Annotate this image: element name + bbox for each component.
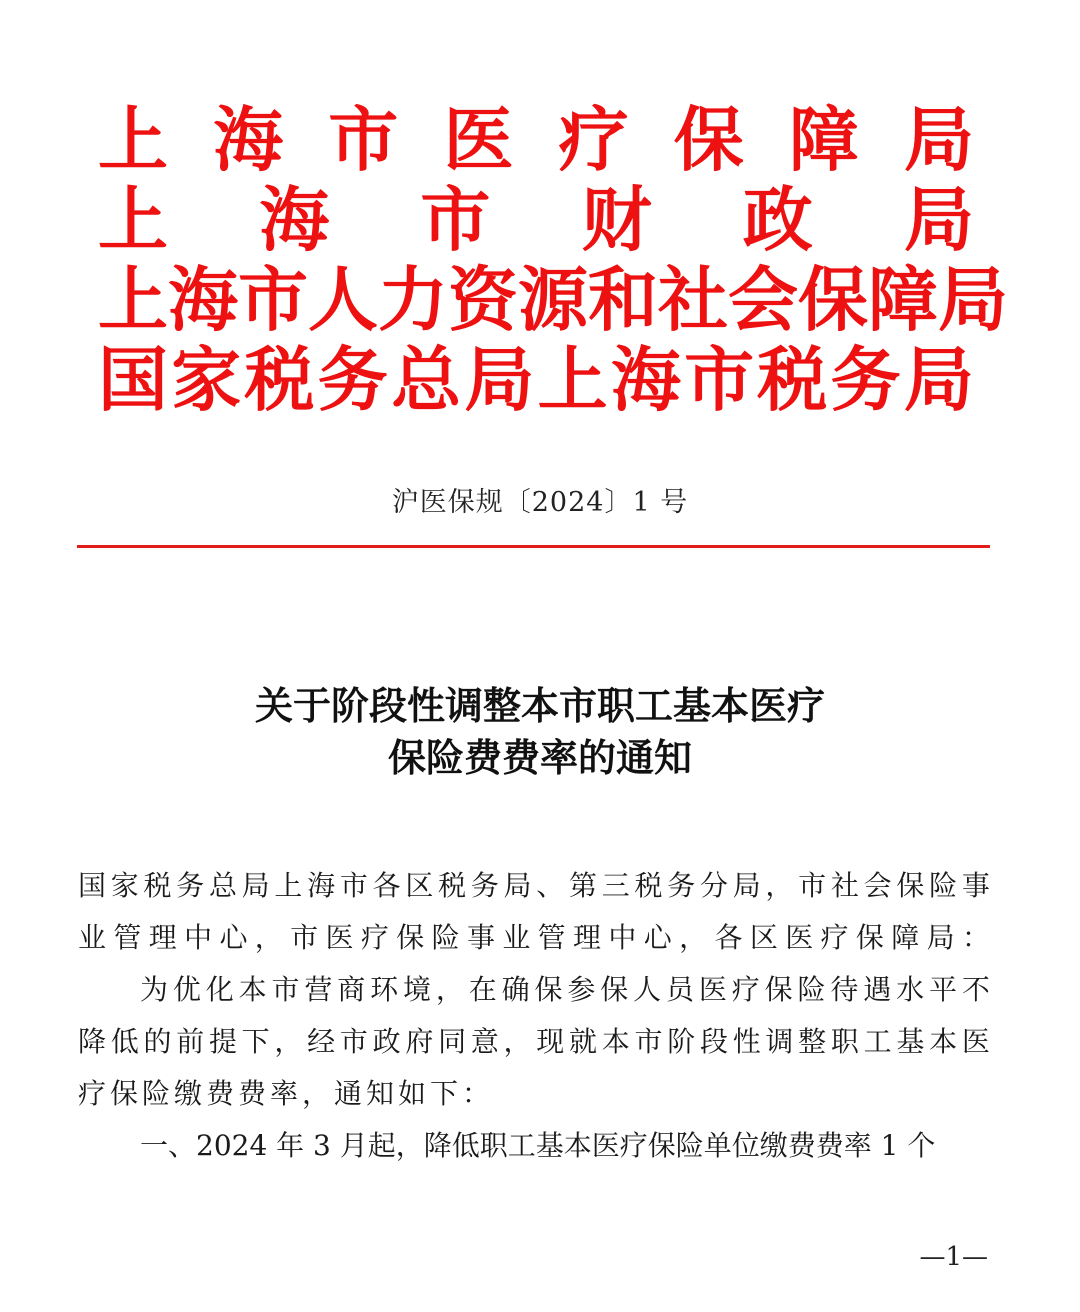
- glyph: 各: [714, 921, 743, 954]
- glyph: 财: [581, 179, 652, 261]
- glyph: 局: [732, 869, 761, 902]
- glyph: 在: [468, 973, 497, 1006]
- glyph: 会: [863, 869, 892, 902]
- glyph: 员: [666, 973, 695, 1006]
- glyph: 局: [241, 869, 270, 902]
- glyph: 险: [929, 869, 958, 902]
- glyph: 管: [113, 921, 142, 954]
- body-line: [78, 860, 990, 912]
- glyph: 经: [307, 1025, 336, 1058]
- glyph: 提: [208, 1025, 237, 1058]
- glyph: 业: [502, 921, 531, 954]
- glyph: 优: [172, 973, 201, 1006]
- glyph: 总: [391, 339, 462, 421]
- glyph: 待: [830, 973, 859, 1006]
- glyph: 疗: [731, 973, 760, 1006]
- title-line-1: 关于阶段性调整本市职工基本医疗: [254, 684, 825, 728]
- glyph: 海: [168, 259, 238, 341]
- glyph: 医: [325, 921, 354, 954]
- body-line: [78, 912, 990, 964]
- glyph: 医: [443, 99, 514, 181]
- body-line: 一、2024 年 3 月起，降低职工基本医疗保险单位缴费费率 1 个: [140, 1129, 936, 1162]
- glyph: 税: [634, 869, 663, 902]
- body-line: [78, 964, 990, 1016]
- glyph: 保: [764, 973, 793, 1006]
- glyph: 上: [98, 179, 168, 261]
- glyph: 税: [143, 869, 172, 902]
- glyph: 基: [896, 1025, 925, 1058]
- issuer-line: [98, 259, 1008, 341]
- glyph: 平: [929, 973, 958, 1006]
- glyph: ，: [435, 973, 464, 1006]
- glyph: 事: [466, 921, 495, 954]
- glyph: 人: [308, 259, 378, 341]
- issuer-line: [98, 180, 974, 260]
- glyph: 医: [961, 1025, 990, 1058]
- glyph: 医: [698, 973, 727, 1006]
- glyph: 务: [470, 869, 499, 902]
- glyph: 区: [749, 921, 778, 954]
- page-number: —1—: [919, 1242, 988, 1272]
- glyph: 区: [405, 869, 434, 902]
- glyph: 段: [699, 1025, 728, 1058]
- glyph: 市: [634, 1025, 663, 1058]
- document-title: [0, 680, 1080, 784]
- glyph: 商: [337, 973, 366, 1006]
- body-line: [78, 1016, 990, 1068]
- glyph: 疗: [558, 99, 629, 181]
- glyph: 本: [238, 973, 267, 1006]
- glyph: 分: [699, 869, 728, 902]
- glyph: 市: [328, 99, 399, 181]
- glyph: 源: [518, 259, 588, 341]
- glyph: 市: [339, 869, 368, 902]
- glyph: 局: [926, 921, 955, 954]
- glyph: 社: [658, 259, 728, 341]
- glyph: 现: [536, 1025, 565, 1058]
- glyph: 务: [317, 339, 388, 421]
- glyph: 上: [274, 869, 303, 902]
- glyph: 第: [569, 869, 598, 902]
- glyph: 海: [610, 339, 681, 421]
- title-line-2: 保险费费率的通知: [387, 736, 692, 780]
- glyph: ，: [503, 1025, 532, 1058]
- glyph: 不: [961, 973, 990, 1006]
- glyph: 务: [830, 339, 901, 421]
- glyph: 遇: [863, 973, 892, 1006]
- glyph: 市: [420, 179, 491, 261]
- glyph: 为: [140, 973, 169, 1006]
- glyph: 资: [448, 259, 518, 341]
- glyph: 水: [896, 973, 925, 1006]
- glyph: 中: [608, 921, 637, 954]
- glyph: 医: [785, 921, 814, 954]
- glyph: 局: [464, 339, 535, 421]
- red-divider-line: [77, 545, 990, 548]
- glyph: 税: [244, 339, 315, 421]
- issuer-line: [98, 340, 974, 420]
- glyph: 府: [405, 1025, 434, 1058]
- glyph: 参: [567, 973, 596, 1006]
- glyph: 化: [205, 973, 234, 1006]
- glyph: 国: [98, 339, 168, 421]
- glyph: 上: [537, 339, 608, 421]
- glyph: 本: [601, 1025, 630, 1058]
- glyph: 保: [673, 99, 744, 181]
- glyph: 海: [307, 869, 336, 902]
- glyph: 保: [855, 921, 884, 954]
- glyph: 政: [372, 1025, 401, 1058]
- glyph: 市: [684, 339, 755, 421]
- glyph: 疗: [360, 921, 389, 954]
- glyph: 局: [503, 869, 532, 902]
- glyph: 险: [797, 973, 826, 1006]
- issuer-line: [98, 100, 974, 180]
- glyph: 营: [304, 973, 333, 1006]
- glyph: 局: [938, 259, 1008, 341]
- glyph: 阶: [667, 1025, 696, 1058]
- glyph: 理: [573, 921, 602, 954]
- glyph: ，: [274, 1025, 303, 1058]
- glyph: 本: [929, 1025, 958, 1058]
- glyph: ，: [679, 921, 708, 954]
- glyph: 各: [372, 869, 401, 902]
- glyph: 境: [403, 973, 432, 1006]
- glyph: 局: [903, 99, 974, 181]
- glyph: 同: [438, 1025, 467, 1058]
- glyph: 险: [431, 921, 460, 954]
- glyph: 整: [798, 1025, 827, 1058]
- glyph: 管: [537, 921, 566, 954]
- glyph: 局: [903, 339, 974, 421]
- document-body: [78, 860, 990, 1172]
- glyph: 就: [569, 1025, 598, 1058]
- glyph: 工: [863, 1025, 892, 1058]
- glyph: 上: [98, 99, 168, 181]
- glyph: 税: [438, 869, 467, 902]
- glyph: ：: [961, 921, 990, 954]
- glyph: 职: [830, 1025, 859, 1058]
- issuer-letterhead: [98, 99, 1008, 421]
- glyph: 确: [501, 973, 530, 1006]
- glyph: 心: [219, 921, 248, 954]
- glyph: 低: [110, 1025, 139, 1058]
- glyph: 家: [110, 869, 139, 902]
- glyph: 环: [370, 973, 399, 1006]
- glyph: 社: [830, 869, 859, 902]
- glyph: 下: [241, 1025, 270, 1058]
- glyph: 国: [78, 869, 107, 902]
- glyph: 家: [171, 339, 242, 421]
- glyph: 降: [78, 1025, 107, 1058]
- glyph: 总: [208, 869, 237, 902]
- glyph: 前: [176, 1025, 205, 1058]
- document-number: 沪医保规〔2024〕1 号: [391, 487, 689, 518]
- glyph: 业: [78, 921, 107, 954]
- glyph: 的: [143, 1025, 172, 1058]
- body-line: 疗保险缴费费率，通知如下：: [78, 1077, 495, 1110]
- glyph: 上: [98, 259, 168, 341]
- glyph: 务: [176, 869, 205, 902]
- glyph: 障: [891, 921, 920, 954]
- glyph: 市: [798, 869, 827, 902]
- glyph: 意: [470, 1025, 499, 1058]
- glyph: 市: [238, 259, 308, 341]
- glyph: 会: [728, 259, 798, 341]
- glyph: 理: [148, 921, 177, 954]
- glyph: 和: [588, 259, 658, 341]
- glyph: 疗: [820, 921, 849, 954]
- glyph: 保: [600, 973, 629, 1006]
- glyph: 海: [213, 99, 284, 181]
- glyph: ，: [765, 869, 794, 902]
- glyph: 障: [868, 259, 938, 341]
- glyph: 事: [961, 869, 990, 902]
- glyph: 市: [290, 921, 319, 954]
- glyph: 税: [757, 339, 828, 421]
- glyph: 三: [601, 869, 630, 902]
- glyph: 保: [396, 921, 425, 954]
- glyph: 政: [742, 179, 813, 261]
- glyph: 调: [765, 1025, 794, 1058]
- glyph: 性: [732, 1025, 761, 1058]
- glyph: 障: [788, 99, 859, 181]
- glyph: 力: [378, 259, 448, 341]
- glyph: 人: [633, 973, 662, 1006]
- glyph: 局: [903, 179, 974, 261]
- glyph: 保: [534, 973, 563, 1006]
- glyph: 市: [271, 973, 300, 1006]
- glyph: 海: [259, 179, 330, 261]
- glyph: 保: [798, 259, 868, 341]
- glyph: ，: [254, 921, 283, 954]
- glyph: 心: [643, 921, 672, 954]
- glyph: 保: [896, 869, 925, 902]
- glyph: 、: [536, 869, 565, 902]
- glyph: 务: [667, 869, 696, 902]
- glyph: 中: [184, 921, 213, 954]
- glyph: 市: [339, 1025, 368, 1058]
